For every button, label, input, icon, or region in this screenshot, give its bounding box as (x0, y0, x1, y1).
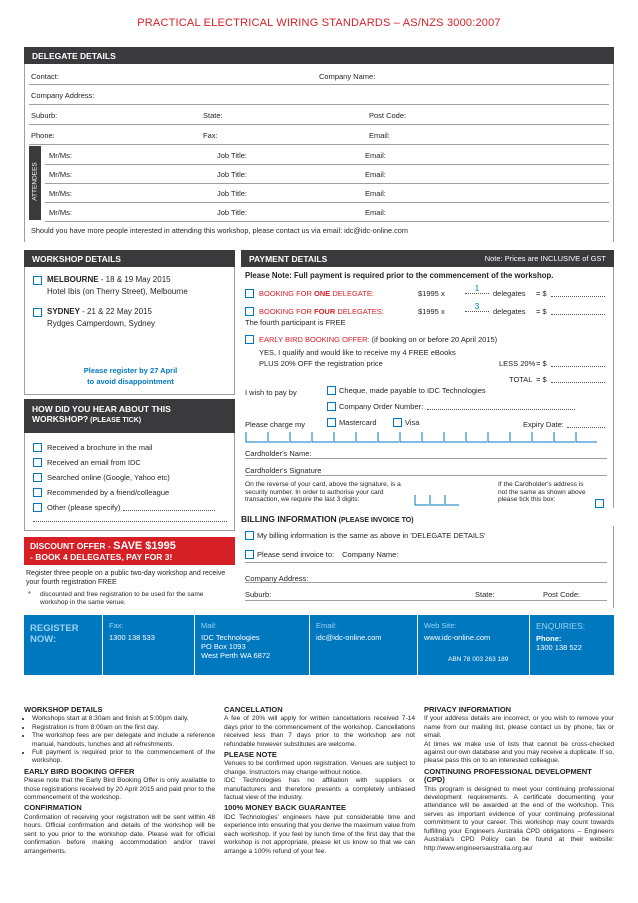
four-delegate-checkbox[interactable] (245, 307, 254, 316)
early-bird-label: EARLY BIRD BOOKING OFFER: (259, 335, 370, 344)
billing-send-label: Please send invoice to: (257, 550, 335, 559)
one-qty[interactable]: 1 (465, 284, 489, 294)
signature-label: Cardholder's Signature (245, 466, 322, 475)
sydney-venue: Rydges Camperdown, Sydney (47, 319, 156, 328)
card-number-boxes[interactable] (245, 431, 601, 443)
hear-option-label: Other (please specify) (47, 503, 121, 512)
billing-box (241, 526, 614, 608)
one-price: $1995 x (418, 289, 445, 298)
digit-box[interactable] (400, 432, 421, 442)
diff-address-option[interactable] (595, 498, 604, 508)
digit-box[interactable] (576, 432, 597, 442)
workshop-detail: • Registration is from 8:00am on the first day. (32, 724, 215, 732)
less-label: LESS 20% (499, 359, 536, 368)
email-label: Email: (365, 170, 386, 179)
charge-label: Please charge my (245, 420, 306, 429)
register-note-2: to avoid disappointment (87, 377, 174, 386)
delegate-note: Should you have more people interested in attending this workshop, please contact us via email: idc@idc-online.com (31, 226, 408, 235)
mail-line3: West Perth WA 6872 (201, 651, 271, 660)
digit-box[interactable] (554, 432, 575, 442)
four-delegate-count: FOUR (314, 307, 336, 316)
early-bird-option[interactable] (245, 334, 254, 344)
hear-header-tick: (PLEASE TICK) (88, 417, 142, 424)
now-label: NOW: (30, 634, 57, 645)
order-label: Company Order Number: (339, 402, 424, 411)
visa-label: Visa (405, 418, 420, 427)
discount-banner (24, 537, 235, 565)
hear-option[interactable] (33, 473, 170, 482)
hear-option-label: Received a brochure in the mail (47, 443, 153, 452)
hear-option-label: Searched online (Google, Yahoo etc) (47, 473, 170, 482)
billing-address-label: Company Address: (245, 574, 309, 583)
diff-address-note: If the Cardholder's address is not the same as shown above please tick this box: (498, 481, 586, 504)
mail-line1: IDC Technologies (201, 633, 260, 642)
melbourne-option[interactable] (33, 275, 42, 285)
privacy-text-1: If your address details are incorrect, or you wish to remove your name from our mailing list, please contact us by phone, fax or email. (424, 715, 614, 740)
delegate-header (24, 47, 614, 64)
web-cell (417, 615, 523, 675)
attendee-row[interactable] (45, 203, 609, 222)
total-label: TOTAL (509, 375, 533, 384)
email-heading: Email: (316, 621, 337, 630)
company-name-label: Company Name: (319, 72, 376, 81)
state-label: State: (203, 111, 223, 120)
email-address[interactable]: idc@idc-online.com (316, 633, 382, 642)
one-delegate-suffix: DELEGATE: (330, 289, 374, 298)
hear-checkbox[interactable] (33, 488, 42, 497)
hear-box (24, 433, 235, 531)
hear-checkbox[interactable] (33, 443, 42, 452)
four-amount-input[interactable] (551, 307, 605, 315)
address-label: Company Address: (31, 91, 95, 100)
digit-box[interactable] (430, 495, 444, 505)
melbourne-dates: - 18 & 19 May 2015 (98, 275, 171, 284)
please-note-text-2: IDC Technologies has no affiliation with suppliers or manufacturers and therefore presents a completely unbiased factual view of the industry. (224, 777, 415, 802)
hear-header-line1: HOW DID YOU HEAR ABOUT THIS (32, 404, 171, 414)
holder-label: Cardholder's Name: (245, 449, 312, 458)
suburb-row[interactable] (29, 105, 609, 125)
digit-box[interactable] (290, 432, 311, 442)
hear-option[interactable] (33, 458, 141, 467)
discount-line1: DISCOUNT OFFER - (30, 541, 114, 551)
digit-box[interactable] (268, 432, 289, 442)
payment-box (241, 267, 614, 508)
one-delegate-option[interactable] (245, 288, 254, 298)
sydney-checkbox[interactable] (33, 308, 42, 317)
sydney-option[interactable] (33, 307, 42, 317)
money-back-heading: 100% MONEY BACK GUARANTEE (224, 803, 346, 813)
fax-number: 1300 138 533 (109, 633, 155, 642)
payment-gst-note: Note: Prices are INCLUSIVE of GST (484, 254, 606, 263)
abn: ABN 78 003 263 189 (448, 656, 509, 663)
order-number-input[interactable] (427, 403, 575, 410)
register-now (24, 615, 100, 675)
billing-header-label: BILLING INFORMATION (241, 514, 337, 524)
postcode-label: Post Code: (369, 111, 407, 120)
cheque-checkbox[interactable] (327, 386, 336, 395)
melbourne-city: MELBOURNE (47, 275, 99, 284)
one-delegate-count: ONE (314, 289, 331, 298)
workshop-box (24, 267, 235, 395)
email-label: Email: (365, 189, 386, 198)
hear-checkbox[interactable] (33, 503, 42, 512)
digit-box[interactable] (415, 495, 429, 505)
footer-col-1 (24, 704, 215, 856)
early-bird-yes: YES, I qualify and would like to receive my 4 FREE eBooks (259, 348, 456, 357)
four-eq: = $ (536, 307, 547, 316)
attendee-row[interactable] (45, 146, 609, 165)
digit-box[interactable] (510, 432, 531, 442)
four-delegate-option[interactable] (245, 306, 254, 316)
expiry-label: Expiry Date: (523, 420, 564, 429)
workshop-header-label: WORKSHOP DETAILS (32, 253, 121, 264)
register-note-1: Please register by 27 April (83, 366, 178, 375)
signature-row[interactable] (245, 463, 607, 476)
billing-address-row[interactable] (245, 568, 607, 583)
cpd-heading: CONTINUING PROFESSIONAL DEVELOPMENT (CPD) (424, 766, 592, 785)
cvv-note: On the reverse of your card, above the signature, is a security number. In order to authorise your card transaction, we require the last 3 digits: (245, 481, 401, 504)
address-row[interactable] (29, 85, 609, 105)
four-delegate-label: BOOKING FOR (259, 307, 315, 316)
attendees-label: ATTENDEES (31, 162, 39, 201)
one-amount-input[interactable] (551, 289, 605, 297)
email-label: Email: (365, 208, 386, 217)
delegate-form (24, 64, 614, 242)
please-note-text-1: Venues to be confirmed upon registration. Venues are subject to change. Instructors may change without notice. (224, 760, 415, 776)
total-amount-input[interactable] (551, 375, 605, 383)
billing-send-checkbox[interactable] (245, 550, 254, 559)
cvv-boxes[interactable] (414, 494, 462, 506)
email-cell (309, 615, 415, 675)
cheque-label: Cheque, made payable to IDC Technologies (339, 386, 486, 395)
attendees-tab (29, 146, 41, 220)
phone-row[interactable] (29, 125, 609, 145)
fourth-free-note: The fourth participant is FREE (245, 318, 346, 327)
total-eq: = $ (536, 375, 547, 384)
attendee-row[interactable] (45, 165, 609, 184)
web-heading: Web Site: (424, 621, 457, 630)
footer-col-2 (224, 704, 415, 856)
mastercard-label: Mastercard (339, 418, 377, 427)
early-bird-plus: PLUS 20% OFF the registration price (259, 359, 383, 368)
please-note-heading: PLEASE NOTE (224, 750, 277, 760)
sydney-dates: - 21 & 22 May 2015 (79, 307, 152, 316)
less-amount-input[interactable] (551, 359, 605, 367)
discount-save: SAVE $1995 (113, 540, 176, 552)
order-option[interactable] (327, 402, 575, 411)
attendee-row[interactable] (45, 184, 609, 203)
workshop-details-list (24, 715, 215, 765)
digit-box[interactable] (422, 432, 443, 442)
page-title: PRACTICAL ELECTRICAL WIRING STANDARDS – AS/NZS 3000:2007 (137, 17, 501, 29)
less-eq: = $ (536, 359, 547, 368)
four-delegate-suffix: DELEGATES: (335, 307, 384, 316)
confirmation-text: Confirmation of receiving your registration will be sent within 48 hours. Official confirmation and details of the workshop will be sent to you prior to the workshop date. Please wait for official confirmation before making accommodation and/or travel arrangements. (24, 813, 215, 855)
confirmation-heading: CONFIRMATION (24, 803, 82, 813)
register-label: REGISTER (30, 623, 79, 634)
hear-option[interactable] (33, 503, 215, 512)
fax-label: Fax: (203, 131, 218, 140)
digit-box[interactable] (334, 432, 355, 442)
phone-number: 1300 138 522 (536, 643, 582, 652)
expiry-input[interactable] (567, 420, 605, 428)
fax-cell (102, 615, 192, 675)
billing-send-option[interactable] (245, 550, 398, 559)
billing-state-label: State: (475, 590, 495, 599)
sydney-city: SYDNEY (47, 307, 80, 316)
contact-label: Contact: (31, 72, 59, 81)
billing-suburb-row[interactable] (245, 585, 607, 601)
hear-header (24, 399, 235, 433)
contact-row[interactable] (29, 66, 609, 85)
phone-heading: Phone: (536, 634, 562, 643)
discount-footnote: discounted and free registration to be used for the same workshop in the same venue. (40, 591, 204, 606)
visa-checkbox[interactable] (393, 418, 402, 427)
hear-checkbox[interactable] (33, 473, 42, 482)
melbourne-checkbox[interactable] (33, 276, 42, 285)
order-checkbox[interactable] (327, 402, 336, 411)
cancellation-text: A fee of 20% will apply for written cancellations received 7-14 days prior to the commencement of the workshop. Cancellations received less than 7 days prior to the workshop are not refundable however substitutes are welcome. (224, 715, 415, 748)
hear-option[interactable] (33, 443, 152, 452)
jobtitle-label: Job Title: (217, 208, 248, 217)
enquiries-heading: ENQUIRIES: (536, 621, 586, 631)
billing-header-sub: (PLEASE INVOICE TO) (336, 517, 414, 524)
email-label: Email: (369, 131, 390, 140)
footer-col-3 (424, 704, 614, 853)
mastercard-checkbox[interactable] (327, 418, 336, 427)
payby-label: I wish to pay by (245, 388, 297, 397)
billing-same-checkbox[interactable] (245, 531, 254, 540)
digit-box[interactable] (488, 432, 509, 442)
fax-heading: Fax: (109, 621, 124, 630)
one-delegate-checkbox[interactable] (245, 289, 254, 298)
digit-box[interactable] (466, 432, 487, 442)
workshop-detail: • Workshops start at 8:30am and finish at 5:00pm daily. (32, 715, 215, 723)
billing-company-line[interactable] (245, 562, 607, 563)
four-price: $1995 x (418, 307, 445, 316)
discount-asterisk: * (28, 591, 31, 598)
discount-description: Register three people on a public two-day workshop and receive your fourth registration FREE (26, 570, 226, 586)
digit-box[interactable] (312, 432, 333, 442)
mrms-label: Mr/Ms: (49, 208, 72, 217)
visa-option[interactable] (393, 418, 419, 427)
discount-line2: - BOOK 4 DELEGATES, PAY FOR 3! (30, 552, 173, 562)
delegate-header-label: DELEGATE DETAILS (32, 50, 116, 61)
digit-box[interactable] (246, 432, 267, 442)
melbourne-venue: Hotel Ibis (on Therry Street), Melbourne (47, 287, 188, 296)
four-delegates-label: delegates (493, 307, 526, 316)
billing-header (241, 514, 414, 524)
one-eq: = $ (536, 289, 547, 298)
digit-box[interactable] (532, 432, 553, 442)
hear-checkbox[interactable] (33, 458, 42, 467)
one-delegates-label: delegates (493, 289, 526, 298)
early-bird-text: Please note that the Early Bird Booking Offer is only available to those registrations received by 20 April 2015 and paid prior to the commencement of the workshop. (24, 777, 215, 802)
mrms-label: Mr/Ms: (49, 151, 72, 160)
web-address[interactable]: www.idc-online.com (424, 633, 491, 642)
enquiries-cell (529, 615, 614, 675)
other-input-line[interactable] (33, 521, 227, 522)
digit-box[interactable] (356, 432, 377, 442)
mail-line2: PO Box 1093 (201, 642, 246, 651)
suburb-label: Suburb: (31, 111, 58, 120)
hear-option[interactable] (33, 488, 169, 497)
one-delegate-label: BOOKING FOR (259, 289, 315, 298)
early-bird-heading: EARLY BIRD BOOKING OFFER (24, 766, 135, 776)
privacy-heading: PRIVACY INFORMATION (424, 705, 512, 714)
mrms-label: Mr/Ms: (49, 170, 72, 179)
diff-address-checkbox[interactable] (595, 499, 604, 508)
billing-same-label: My billing information is the same as above in 'DELEGATE DETAILS' (257, 531, 486, 540)
jobtitle-label: Job Title: (217, 189, 248, 198)
jobtitle-label: Job Title: (217, 151, 248, 160)
billing-suburb-label: Suburb: (245, 590, 272, 599)
workshop-details-heading: WORKSHOP DETAILS (24, 705, 103, 714)
four-qty[interactable]: 3 (465, 302, 489, 312)
workshop-detail: • Full payment is required prior to the commencement of the workshop. (32, 749, 215, 766)
mail-cell (194, 615, 301, 675)
other-input[interactable] (123, 504, 215, 511)
money-back-text: IDC Technologies' engineers have put considerable time and experience into ensuring that you derive the maximum value from each workshop. If you feel by lunch time of the first day that the workshop is not appropriate, please let us know so that we can arrange a 100% refund of your fee. (224, 813, 415, 855)
hear-option-label: Received an email from IDC (47, 458, 141, 467)
hear-option-label: Recommended by a friend/colleague (47, 488, 170, 497)
cancellation-heading: CANCELLATION (224, 705, 283, 714)
early-bird-date: (if booking on or before 20 April 2015) (369, 335, 498, 344)
phone-label: Phone: (31, 131, 55, 140)
payment-header-label: PAYMENT DETAILS (249, 253, 328, 264)
mastercard-option[interactable] (327, 418, 377, 427)
mail-heading: Mail: (201, 621, 217, 630)
workshop-header (24, 250, 235, 267)
billing-same-option[interactable] (245, 531, 486, 540)
cpd-text: This program is designed to meet your continuing professional development requirements. A certificate documenting your attendance will be awarded at the end of the workshop. This serves as important evidence of your continuing professional commitment to your career. This workshop may count towards fulfilling your Engineers Australia CPD obligations – Engineers Australia's CPD Policy can be found at their website: http://www.engineersaustralia.org.au/ (424, 785, 614, 852)
privacy-text-2: At times we make use of lists that cannot be cross-checked against our own database and you may receive a duplicate. If so, please pass this on to an interested colleague. (424, 740, 614, 765)
email-label: Email: (365, 151, 386, 160)
billing-postcode-label: Post Code: (543, 590, 581, 599)
full-payment-note: Please Note: Full payment is required prior to the commencement of the workshop. (245, 271, 554, 280)
cheque-option[interactable] (327, 386, 486, 395)
workshop-detail: • The workshop fees are per delegate and include a reference manual, handouts, lunches and all refreshments. (32, 732, 215, 749)
billing-company-label: Company Name: (342, 550, 399, 559)
jobtitle-label: Job Title: (217, 170, 248, 179)
payment-header (241, 250, 614, 267)
holder-row[interactable] (245, 446, 607, 459)
mrms-label: Mr/Ms: (49, 189, 72, 198)
digit-box[interactable] (444, 432, 465, 442)
digit-box[interactable] (378, 432, 399, 442)
early-bird-checkbox[interactable] (245, 335, 254, 344)
digit-box[interactable] (445, 495, 459, 505)
hear-header-line2: WORKSHOP? (32, 414, 89, 424)
